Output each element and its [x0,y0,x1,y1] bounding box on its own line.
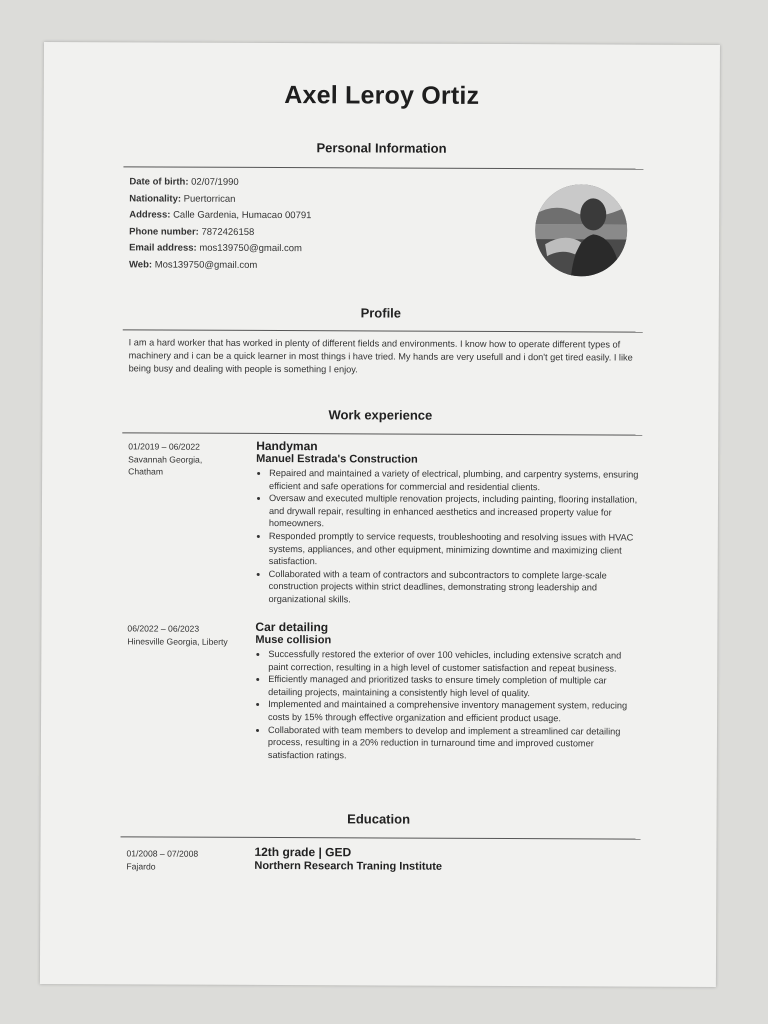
education-school: Northern Research Traning Institute [254,859,443,873]
info-row-web: Web: Mos139750@gmail.com [129,259,258,271]
job-company: Muse collision [255,633,332,647]
section-title-work: Work experience [328,407,433,423]
info-row-phone: Phone number: 7872426158 [129,226,255,238]
divider [123,166,643,169]
list-item: • Efficiently managed and prioritized tasks to ensure timely completion of multiple car detailing projects, maintaining a consistently high level of quality. [268,673,641,700]
list-item: • Successfully restored the exterior of over 100 vehicles, including extensive scratch and paint correction, resulting in a high level of customer satisfaction and repeat business. [268,648,641,675]
list-item: • Implemented and maintained a comprehensive inventory management system, reducing costs by 15% through effective organization and efficient product usage. [268,698,641,725]
profile-text: I am a hard worker that has worked in plenty of different fields and environments. I know how to operate different types of machinery and i can be a quick learner in most things i have tried. My hands are very usefull and i don't get tired easily. I like being busy and dealing with people is something I enjoy. [128,337,633,375]
job-dates [127,622,237,647]
job-location: Savannah Georgia, Chatham [128,453,203,477]
job-title: Car detailing [255,619,329,635]
list-item: • Collaborated with team members to develop and implement a streamlined car detailing process, resulting in a 20% reduction in turnaround time and improved customer satisfaction ratings. [268,724,641,763]
job-entry [255,621,642,763]
info-row-address: Address: Calle Gardenia, Humacao 00791 [129,209,312,222]
section-title-education: Education [347,811,411,827]
job-date-range: 06/2022 – 06/2023 [127,623,200,634]
personal-info [129,174,312,274]
job-entry [256,440,643,607]
job-date-range: 01/2019 – 06/2022 [128,441,200,452]
education-dates [126,847,236,872]
job-bullets [255,648,641,763]
list-item: • Oversaw and executed multiple renovation projects, including painting, flooring installation, and drywall repair, resulting in enhanced aesthetics and increased property value for homeowners. [269,492,642,531]
list-item: • Repaired and maintained a variety of electrical, plumbing, and carpentry systems, ensuring efficient and safe operations for commercial and residential clients. [269,467,642,494]
info-row-nationality: Nationality: Puertorrican [129,192,236,205]
list-item: • Responded promptly to service requests, troubleshooting and resolving issues with HVAC systems, appliances, and other equipment, minimizing downtime and maximizing client satisfaction. [269,530,642,569]
job-title: Handyman [256,438,318,454]
info-row-email: Email address: mos139750@gmail.com [129,242,302,255]
divider [122,432,642,435]
job-company: Manuel Estrada's Construction [256,452,418,466]
avatar [535,184,627,276]
info-row-dob: Date of birth: 02/07/1990 [129,176,239,188]
job-location: Hinesville Georgia, Liberty [127,635,228,647]
education-title: 12th grade | GED [254,844,352,860]
list-item: • Collaborated with a team of contractors and subcontractors to complete large-scale construction projects within strict deadlines, demonstrating strong leadership and organizational skills. [269,568,642,607]
avatar-photo-icon [535,184,627,276]
divider [123,329,643,332]
section-title-personal: Personal Information [316,140,447,156]
education-location: Fajardo [126,860,156,871]
education-date-range: 01/2008 – 07/2008 [126,848,199,859]
job-dates [128,440,238,478]
job-bullets [256,467,643,607]
candidate-name: Axel Leroy Ortiz [284,81,480,110]
divider [121,836,641,839]
resume-page [40,42,720,987]
section-title-profile: Profile [360,305,402,321]
education-entry [254,845,640,875]
